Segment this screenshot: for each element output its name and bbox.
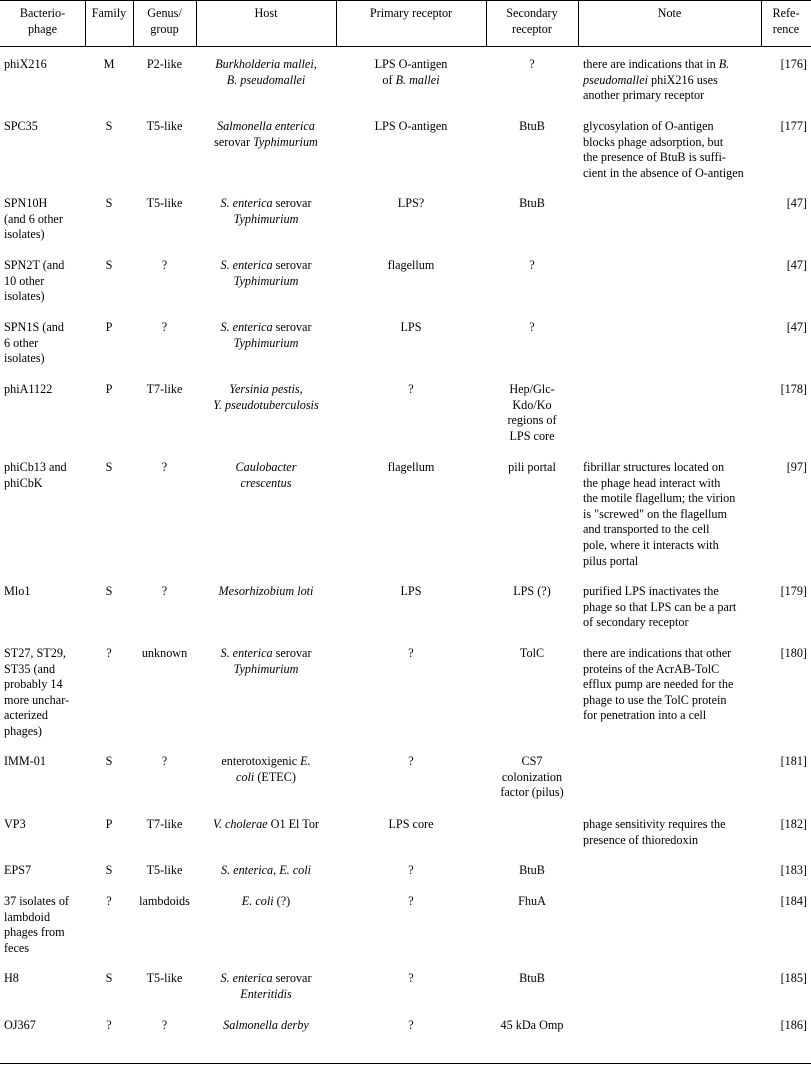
cell-text-run: and transported to the cell — [583, 522, 710, 537]
cell-reference: [178] — [780, 382, 807, 396]
cell-text-run: ? — [408, 754, 414, 768]
cell-text-run: phage so that LPS can be a part — [583, 599, 737, 614]
column-header-reference: Refe- rence — [772, 6, 800, 36]
cell-text-run: , — [299, 382, 303, 396]
cell-reference: [184] — [780, 894, 807, 908]
cell-genus-group: T5-like — [146, 863, 183, 877]
cell-text-run: S. enterica — [220, 646, 273, 660]
cell-text-run: V. cholerae — [212, 817, 268, 831]
cell-family: S — [105, 196, 113, 210]
cell-primary-receptor — [338, 754, 484, 770]
cell-text-run: B. mallei — [395, 72, 440, 87]
cell-text-run: E. coli — [279, 863, 312, 877]
cell-text-run: LPS — [400, 584, 422, 598]
cell-text-run: phage sensitivity requires the — [583, 817, 726, 831]
cell-text-run: , — [313, 57, 317, 71]
cell-text-run: Y. pseudotuberculosis — [213, 397, 319, 412]
cell-text-run: LPS O-antigen — [374, 57, 448, 71]
cell-genus-group: P2-like — [146, 57, 183, 71]
cell-secondary-receptor: Hep/Glc- Kdo/Ko regions of LPS core — [507, 382, 557, 443]
cell-phage-name: phiX216 — [4, 57, 47, 71]
cell-text-run: Typhimurium — [233, 211, 299, 226]
cell-host — [198, 196, 334, 227]
cell-text-run: E. — [300, 754, 311, 768]
cell-phage-name: SPC35 — [4, 119, 38, 133]
cell-text-run: serovar — [272, 258, 312, 272]
cell-text-run: LPS? — [397, 196, 425, 210]
cell-genus-group: unknown — [141, 646, 188, 660]
cell-text-run: cient in the absence of O-antigen — [583, 165, 744, 180]
column-header-genus-group: Genus/ group — [147, 6, 182, 36]
cell-host — [198, 971, 334, 1002]
cell-note — [583, 460, 759, 569]
cell-text-run: ? — [408, 382, 414, 396]
cell-genus-group: ? — [161, 460, 168, 474]
cell-text-run: flagellum — [387, 460, 435, 474]
cell-primary-receptor — [338, 196, 484, 212]
cell-family: ? — [106, 1018, 112, 1032]
cell-text-run: LPS — [400, 320, 422, 334]
cell-text-run: the phage head interact with — [583, 475, 721, 490]
cell-text-run: serovar — [272, 320, 312, 334]
column-header-note: Note — [657, 6, 682, 20]
cell-text-run: S. enterica — [220, 320, 273, 334]
cell-genus-group: T5-like — [146, 971, 183, 985]
cell-reference: [181] — [780, 754, 807, 768]
cell-phage-name: phiA1122 — [4, 382, 53, 396]
cell-secondary-receptor: CS7 colonization factor (pilus) — [500, 754, 564, 800]
cell-primary-receptor — [338, 584, 484, 600]
column-header-host: Host — [254, 6, 278, 20]
cell-reference: [179] — [780, 584, 807, 598]
cell-note — [583, 57, 759, 104]
cell-text-run: phiX216 uses — [648, 72, 718, 87]
cell-host — [198, 646, 334, 677]
cell-secondary-receptor: ? — [529, 320, 535, 334]
cell-reference: [186] — [780, 1018, 807, 1032]
cell-host — [198, 119, 334, 150]
cell-reference: [47] — [786, 196, 807, 210]
cell-text-run: Caulobacter — [235, 460, 297, 474]
cell-primary-receptor — [338, 817, 484, 833]
cell-host — [198, 382, 334, 413]
cell-family: S — [105, 119, 113, 133]
cell-genus-group: T5-like — [146, 196, 183, 210]
cell-family: ? — [106, 894, 112, 908]
cell-family: S — [105, 754, 113, 768]
cell-primary-receptor — [338, 646, 484, 662]
cell-reference: [47] — [786, 320, 807, 334]
cell-text-run: Mesorhizobium loti — [218, 584, 314, 598]
cell-genus-group: T7-like — [146, 382, 183, 396]
cell-secondary-receptor: LPS (?) — [513, 584, 551, 598]
cell-host — [198, 320, 334, 351]
cell-note — [583, 646, 759, 724]
cell-primary-receptor — [338, 258, 484, 274]
cell-secondary-receptor: ? — [529, 258, 535, 272]
cell-text-run: E. coli — [241, 894, 274, 908]
cell-host — [198, 584, 334, 600]
cell-note — [583, 817, 759, 848]
cell-text-run: proteins of the AcrAB-TolC — [583, 661, 720, 676]
cell-text-run: serovar — [214, 134, 254, 149]
cell-family: P — [105, 817, 113, 831]
cell-text-run: for penetration into a cell — [583, 708, 707, 723]
cell-text-run: Yersinia pestis — [229, 382, 300, 396]
cell-text-run: enterotoxigenic — [221, 754, 301, 768]
cell-family: P — [105, 320, 113, 334]
cell-family: P — [105, 382, 113, 396]
cell-primary-receptor — [338, 1018, 484, 1034]
cell-phage-name: 37 isolates of lambdoid phages from feces — [4, 894, 69, 955]
cell-text-run: S. enterica — [220, 971, 273, 985]
cell-text-run: there are indications that in — [583, 57, 719, 71]
cell-family: S — [105, 460, 113, 474]
cell-phage-name: SPN1S (and 6 other isolates) — [4, 320, 64, 366]
cell-secondary-receptor: ? — [529, 57, 535, 71]
column-header-phage-name: Bacterio- phage — [19, 6, 66, 36]
cell-primary-receptor — [338, 119, 484, 135]
cell-secondary-receptor: TolC — [519, 646, 545, 660]
cell-text-run: Burkholderia mallei — [215, 57, 314, 71]
cell-phage-name: ST27, ST29, ST35 (and probably 14 more unchar- acterized phages) — [4, 646, 70, 738]
cell-text-run: ? — [408, 971, 414, 985]
cell-primary-receptor — [338, 894, 484, 910]
cell-phage-name: SPN10H (and 6 other isolates) — [4, 196, 63, 242]
cell-text-run: of — [382, 72, 396, 87]
cell-family: S — [105, 863, 113, 877]
cell-text-run: O1 El Tor — [267, 817, 319, 831]
cell-genus-group: ? — [161, 258, 168, 272]
cell-note — [583, 119, 759, 181]
cell-text-run: coli — [236, 769, 255, 784]
cell-primary-receptor — [338, 320, 484, 336]
cell-note — [583, 584, 759, 631]
cell-text-run: phage to use the TolC protein — [583, 692, 727, 707]
cell-primary-receptor — [338, 382, 484, 398]
cell-phage-name: EPS7 — [4, 863, 32, 877]
cell-text-run: LPS O-antigen — [374, 119, 448, 133]
cell-secondary-receptor: pili portal — [508, 460, 556, 474]
cell-secondary-receptor: 45 kDa Omp — [500, 1018, 564, 1032]
cell-text-run: (?) — [273, 894, 291, 908]
cell-phage-name: H8 — [4, 971, 19, 985]
cell-host — [198, 817, 334, 833]
cell-secondary-receptor: BtuB — [519, 971, 545, 985]
cell-phage-name: Mlo1 — [4, 584, 31, 598]
cell-host — [198, 894, 334, 910]
cell-family: S — [105, 258, 113, 272]
cell-host — [198, 863, 334, 879]
cell-genus-group: ? — [161, 754, 168, 768]
cell-text-run: presence of thioredoxin — [583, 832, 699, 847]
cell-text-run: S. enterica — [220, 258, 273, 272]
cell-text-run: purified LPS inactivates the — [583, 584, 719, 598]
cell-host — [198, 57, 334, 88]
cell-reference: [182] — [780, 817, 807, 831]
cell-text-run: pole, where it interacts with — [583, 537, 719, 552]
cell-primary-receptor — [338, 57, 484, 88]
cell-reference: [97] — [786, 460, 807, 474]
cell-text-run: , — [273, 863, 280, 877]
cell-genus-group: T7-like — [146, 817, 183, 831]
cell-genus-group: ? — [161, 320, 168, 334]
cell-text-run: fibrillar structures located on — [583, 460, 725, 474]
cell-reference: [183] — [780, 863, 807, 877]
cell-text-run: there are indications that other — [583, 646, 732, 660]
cell-genus-group: ? — [161, 584, 168, 598]
cell-text-run: B. — [718, 57, 730, 71]
cell-text-run: Typhimurium — [253, 134, 318, 149]
cell-text-run: Salmonella derby — [223, 1018, 309, 1032]
cell-phage-name: SPN2T (and 10 other isolates) — [4, 258, 65, 304]
cell-primary-receptor — [338, 460, 484, 476]
cell-text-run: flagellum — [387, 258, 435, 272]
cell-text-run: Enteritidis — [240, 986, 292, 1001]
cell-reference: [177] — [780, 119, 807, 133]
cell-family: S — [105, 584, 113, 598]
cell-text-run: crescentus — [240, 475, 292, 490]
cell-text-run: is "screwed" on the flagellum — [583, 506, 727, 521]
column-header-family: Family — [91, 6, 127, 20]
cell-family: M — [103, 57, 115, 71]
cell-host — [198, 258, 334, 289]
cell-text-run: Typhimurium — [233, 335, 299, 350]
cell-genus-group: lambdoids — [139, 894, 190, 908]
cell-host — [198, 1018, 334, 1034]
column-header-secondary-receptor: Secondary receptor — [506, 6, 558, 36]
cell-text-run: efflux pump are needed for the — [583, 677, 734, 692]
cell-secondary-receptor: BtuB — [519, 863, 545, 877]
cell-phage-name: IMM-01 — [4, 754, 46, 768]
cell-text-run: the motile flagellum; the virion — [583, 491, 736, 506]
column-header-primary-receptor: Primary receptor — [369, 6, 453, 20]
cell-host — [198, 754, 334, 785]
cell-host — [198, 460, 334, 491]
cell-phage-name: OJ367 — [4, 1018, 36, 1032]
cell-primary-receptor — [338, 971, 484, 987]
cell-text-run: B. pseudomallei — [226, 72, 306, 87]
cell-genus-group: T5-like — [146, 119, 183, 133]
cell-text-run: Typhimurium — [233, 273, 299, 288]
cell-text-run: LPS core — [388, 817, 434, 831]
cell-text-run: another primary receptor — [583, 88, 705, 103]
cell-reference: [176] — [780, 57, 807, 71]
cell-secondary-receptor: FhuA — [518, 894, 546, 908]
cell-text-run: glycosylation of O-antigen — [583, 119, 714, 133]
cell-primary-receptor — [338, 863, 484, 879]
cell-text-run: Salmonella enterica — [217, 119, 315, 133]
cell-text-run: pseudomallei — [583, 72, 648, 87]
cell-text-run: pilus portal — [583, 553, 639, 568]
cell-text-run: serovar — [272, 646, 312, 660]
cell-text-run: ? — [408, 863, 414, 877]
cell-reference: [47] — [786, 258, 807, 272]
cell-text-run: S. enterica — [220, 863, 274, 877]
cell-reference: [180] — [780, 646, 807, 660]
cell-text-run: S. enterica — [220, 196, 273, 210]
cell-text-run: ? — [408, 646, 414, 660]
cell-text-run: of secondary receptor — [583, 615, 689, 630]
cell-text-run: ? — [408, 894, 414, 908]
cell-family: ? — [106, 646, 112, 660]
cell-text-run: serovar — [272, 196, 312, 210]
cell-text-run: blocks phage adsorption, but — [583, 134, 724, 149]
table-rule — [0, 1063, 811, 1064]
cell-text-run: Typhimurium — [233, 661, 299, 676]
cell-text-run: ? — [408, 1018, 414, 1032]
cell-secondary-receptor: BtuB — [519, 196, 545, 210]
cell-phage-name: phiCb13 and phiCbK — [4, 460, 67, 490]
cell-text-run: (ETEC) — [254, 769, 296, 784]
cell-text-run: serovar — [272, 971, 312, 985]
cell-text-run: the presence of BtuB is suffi- — [583, 150, 726, 165]
cell-reference: [185] — [780, 971, 807, 985]
table-rule — [0, 46, 811, 47]
cell-secondary-receptor: BtuB — [519, 119, 545, 133]
cell-phage-name: VP3 — [4, 817, 26, 831]
cell-genus-group: ? — [161, 1018, 168, 1032]
table-rule — [0, 0, 811, 1]
cell-family: S — [105, 971, 113, 985]
